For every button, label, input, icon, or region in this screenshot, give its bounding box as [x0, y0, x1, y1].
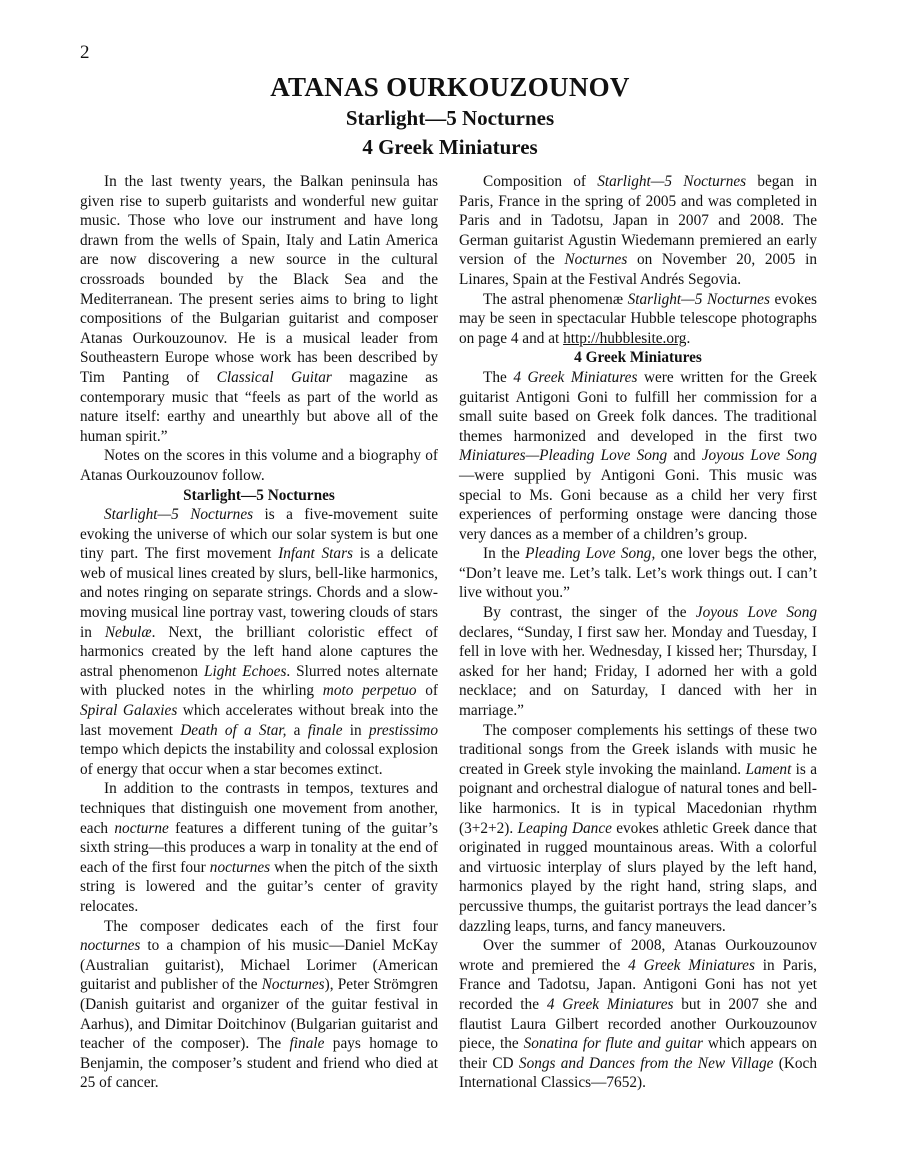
right-column: [459, 172, 817, 1093]
text: magazine as contemporary music that “feels as part of the world as nature itself: earthy and unearthly but above all of the human spirit.”: [80, 368, 438, 445]
text-italic: 4 Greek Miniatures: [628, 956, 755, 974]
text: began in Paris, France in the spring of 2005 and was completed in Paris and in Tadotsu, Japan in 2007 and 2008. The German guitarist Agustin Wiedemann premiered an early version of the: [459, 173, 817, 269]
text: Over the summer of 2008, Atanas Ourkouzounov wrote and premiered the: [459, 937, 817, 974]
text-italic: Nocturnes: [564, 251, 628, 269]
text: The composer complements his settings of these two traditional songs from the Greek islands with music he created in Greek style invoking the mainland.: [459, 721, 817, 778]
subtitle-greek-miniatures: 4 Greek Miniatures: [362, 135, 538, 159]
text: on November 20, 2005 in Linares, Spain at the Festival Andrés Segovia.: [459, 251, 817, 288]
text: is a delicate web of musical lines created by slurs, bell-like harmonics, and notes ringing on separate strings. Chords and a slow-moving musical line portray vast, towering clouds of stars in: [80, 545, 438, 641]
paragraph-notes: Notes on the scores in this volume and a biography of Atanas Ourkouzounov follow.: [80, 447, 438, 484]
text: to a champion of his music—Daniel McKay (Australian guitarist), Michael Lorimer (American guitarist and publisher of the: [80, 937, 438, 994]
paragraph-lament: [459, 721, 817, 937]
text: features a different tuning of the guitar’s sixth string—this produces a warp in tonality at the end of each of the first four: [80, 819, 439, 876]
text: which accelerates without break into the last movement: [80, 702, 438, 739]
text-italic: Joyous Love Song: [695, 604, 817, 622]
text-italic: finale: [289, 1035, 325, 1053]
section-heading-greek-miniatures: 4 Greek Miniatures: [574, 349, 702, 367]
text: is a five-movement suite evoking the universe of which our solar system is but one tiny part. The first movement: [80, 506, 438, 563]
text-italic: Classical Guitar: [216, 368, 332, 386]
page-number: 2: [80, 42, 90, 63]
text: in Paris, France and Tadotsu, Japan. Antigoni Goni has not yet recorded the: [459, 956, 817, 1013]
paragraph-composition: [459, 172, 817, 290]
text: ), Peter Strömgren (Danish guitarist and organizer of the guitar festival in Aarhus), and Dimitar Doitchinov (Bulgarian guitarist and teacher of the composer). The: [80, 976, 439, 1053]
text-italic: Nebulæ: [104, 623, 152, 641]
text-italic: Pleading Love Song,: [525, 545, 656, 563]
text: . Next, the brilliant coloristic effect of harmonics created by the left hand alone captures the astral phenomenon: [80, 623, 438, 680]
text-italic: Joyous Love Song: [701, 447, 817, 465]
hubblesite-link[interactable]: http://hubblesite.org: [563, 329, 687, 347]
paragraph-joyous: [459, 603, 817, 721]
text-italic: Nocturnes: [261, 976, 325, 994]
paragraph-dedication: [80, 917, 438, 1093]
left-column: [80, 172, 438, 1093]
text: evokes athletic Greek dance that originated in rugged mountainous areas. With a colorful and virtuosic interplay of slurs played by the left hand, harmonics played by the right hand, string slaps, and percussive thumps, the guitarist portrays the lead dancer’s dazzling leaps, turns, and fancy maneuvers.: [459, 819, 817, 935]
text: .: [686, 329, 691, 347]
text: in: [342, 721, 369, 739]
text: pays homage to Benjamin, the composer’s student and friend who died at 25 of cancer.: [80, 1035, 438, 1092]
text: tempo which depicts the instability and colossal explosion of energy that occur when a star becomes extinct.: [80, 741, 438, 778]
text-italic: nocturnes: [80, 937, 141, 955]
text-italic: Starlight—5 Nocturnes: [597, 173, 747, 190]
text: In the: [483, 545, 526, 563]
text-italic: prestissimo: [368, 721, 438, 739]
text-italic: Songs and Dances from the New Village: [518, 1054, 774, 1072]
text: and: [667, 447, 702, 465]
paragraph-tuning: [80, 779, 438, 916]
text-italic: Leaping Dance: [517, 819, 612, 837]
text-italic: 4 Greek Miniatures: [513, 368, 638, 386]
text-italic: nocturnes: [209, 858, 271, 876]
text-italic: Starlight—5 Nocturnes: [104, 506, 254, 524]
text-italic: Starlight—5 Nocturnes: [627, 290, 770, 308]
text: . Slurred notes alternate with plucked notes in the whirling: [80, 662, 438, 700]
text: (Koch International Classics—7652).: [459, 1054, 817, 1092]
paragraph-intro: [80, 172, 438, 446]
text: The composer dedicates each of the first four: [104, 917, 438, 935]
text-italic: Spiral Galaxies: [80, 702, 178, 720]
text: The astral phenomenæ: [483, 290, 628, 308]
text-italic: Sonatina for flute and guitar: [523, 1035, 703, 1053]
text: a: [286, 721, 308, 739]
text: Composition of: [483, 173, 598, 190]
paragraph-summer: [459, 936, 817, 1093]
text-italic: moto perpetuo: [322, 682, 417, 700]
text: one lover begs the other, “Don’t leave me. Let’s talk. Let’s work things out. I can’t live without you.”: [459, 545, 817, 602]
paragraph-starlight: [80, 505, 438, 779]
section-heading-starlight: Starlight—5 Nocturnes: [183, 486, 335, 504]
text: is a poignant and orchestral dialogue of natural tones and bell-like harmonics. It is in typical Macedonian rhythm (3+2+2).: [459, 760, 817, 837]
paragraph-pleading: [459, 544, 817, 603]
paragraph-greek-intro: [459, 368, 817, 544]
subtitle-starlight: Starlight—5 Nocturnes: [345, 106, 555, 130]
text: The: [483, 368, 514, 386]
text-italic: Infant Stars: [278, 545, 353, 563]
page-title: ATANAS OURKOUZOUNOV: [270, 72, 630, 102]
text: In addition to the contrasts in tempos, textures and techniques that distinguish one movement from another, each: [80, 780, 438, 837]
text-italic: Lament: [745, 760, 792, 778]
text: By contrast, the singer of the: [483, 604, 696, 622]
text-italic: Light Echoes: [204, 662, 287, 680]
text-italic: Death of a Star,: [180, 721, 287, 739]
text-italic: nocturne: [114, 819, 169, 837]
text: when the pitch of the sixth string is lowered and the guitar’s center of gravity relocates.: [80, 858, 438, 915]
text: evokes may be seen in spectacular Hubble telescope photographs on page 4 and at: [459, 290, 817, 347]
text: declares, “Sunday, I first saw her. Monday and Tuesday, I fell in love with her. Wednesday, I kissed her; Thursday, I asked for her hand; Friday, I adorned her with a gold necklace; and on Saturday, I danced with her in marriage.”: [459, 623, 817, 720]
text: but in 2007 she and flautist Laura Gilbert recorded another Ourkouzounov piece, the: [459, 995, 818, 1053]
text: In the last twenty years, the Balkan peninsula has given rise to superb guitarists and wonderful new guitar music. Those who love our instrument and have long drawn from the wells of Spain, Italy and Latin America are now discovering a new source in the cultural crossroads bounded by the Black Sea and the Mediterranean. The present series aims to bring to light compositions of the Bulgarian guitarist and composer Atanas Ourkouzounov. He is a musical leader from Southeastern Europe whose work has been described by Tim Panting of: [80, 173, 438, 386]
text: of: [416, 682, 439, 700]
text-italic: finale: [307, 721, 343, 739]
text: —were supplied by Antigoni Goni. This music was special to Ms. Goni because as a child her very first experiences of performing onstage were dancing those very dances as a member of a children’s group.: [459, 466, 817, 543]
text: which appears on their CD: [459, 1035, 817, 1072]
paragraph-hubble: [459, 290, 817, 349]
text-italic: Miniatures—Pleading Love Song: [459, 447, 668, 465]
text: were written for the Greek guitarist Antigoni Goni to fulfill her commission for a small suite based on Greek folk dances. The traditional themes harmonized and developed in the first two: [459, 368, 818, 445]
text-italic: 4 Greek Miniatures: [546, 995, 674, 1013]
header: [0, 70, 900, 162]
